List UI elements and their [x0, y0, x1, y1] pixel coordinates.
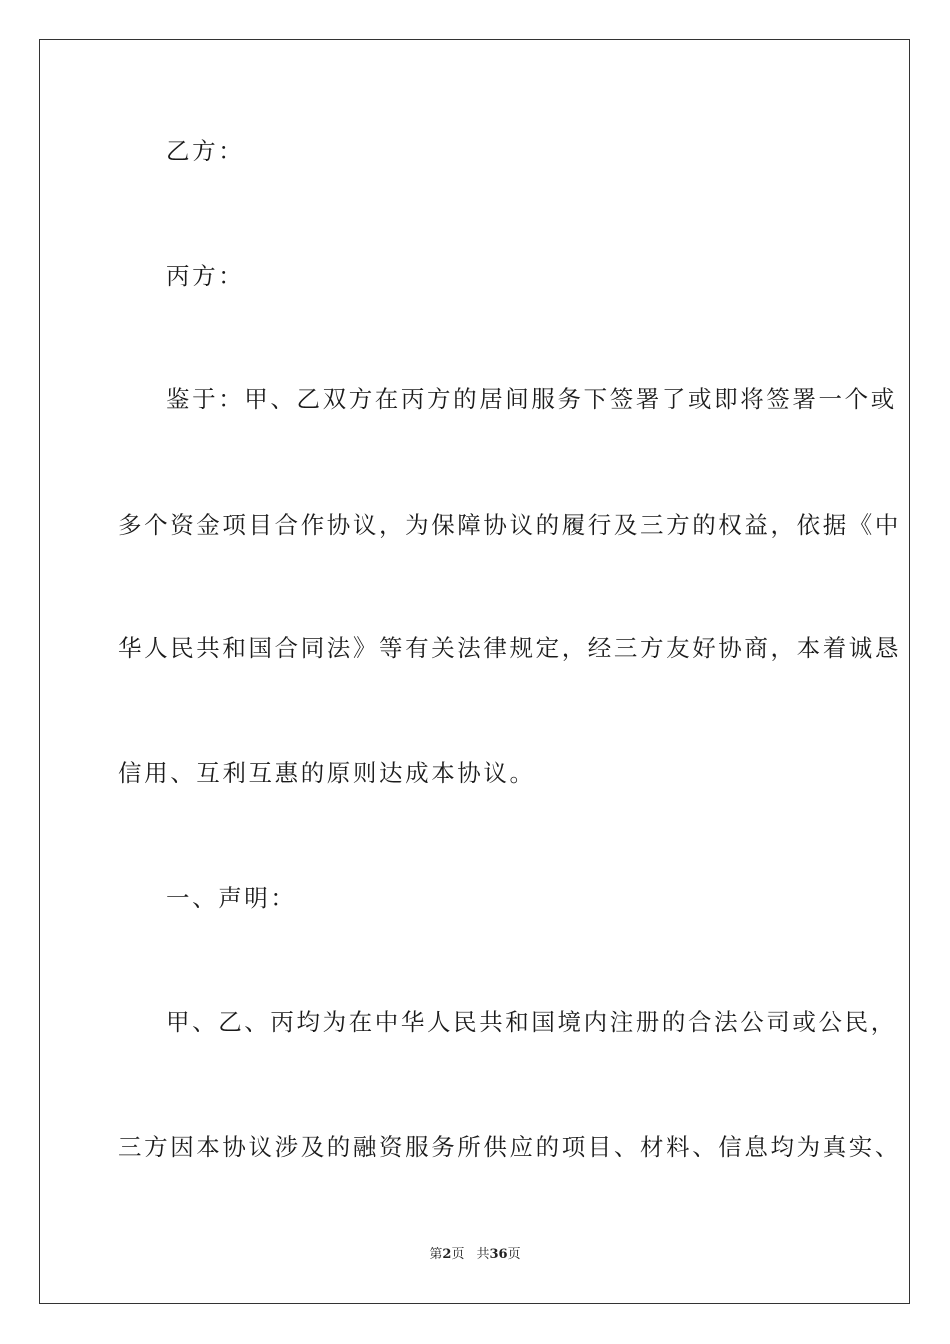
- party-b-label: 乙方：: [166, 137, 245, 165]
- page-border: [39, 39, 910, 1304]
- preamble-line-3: 华人民共和国合同法》等有关法律规定，经三方友好协商，本着诚恳: [118, 634, 901, 662]
- footer-total-suffix: 页: [507, 1247, 521, 1262]
- party-c-label: 丙方：: [166, 262, 245, 290]
- footer-total-prefix: 共: [476, 1247, 490, 1262]
- footer-total-pages: 36: [489, 1247, 508, 1262]
- footer-page-number: 2: [442, 1247, 452, 1262]
- declaration-line-2: 三方因本协议涉及的融资服务所供应的项目、材料、信息均为真实、: [118, 1133, 901, 1161]
- preamble-line-2: 多个资金项目合作协议，为保障协议的履行及三方的权益，依据《中: [118, 511, 901, 539]
- section-heading-declaration: 一、声明：: [166, 884, 297, 912]
- page-footer: [0, 1247, 950, 1263]
- preamble-line-4: 信用、互利互惠的原则达成本协议。: [118, 759, 536, 787]
- footer-page-prefix: 第: [429, 1247, 443, 1262]
- preamble-line-1: 鉴于：甲、乙双方在丙方的居间服务下签署了或即将签署一个或: [166, 385, 897, 413]
- footer-page-suffix: 页: [451, 1247, 465, 1262]
- declaration-line-1: 甲、乙、丙均为在中华人民共和国境内注册的合法公司或公民，: [166, 1008, 897, 1036]
